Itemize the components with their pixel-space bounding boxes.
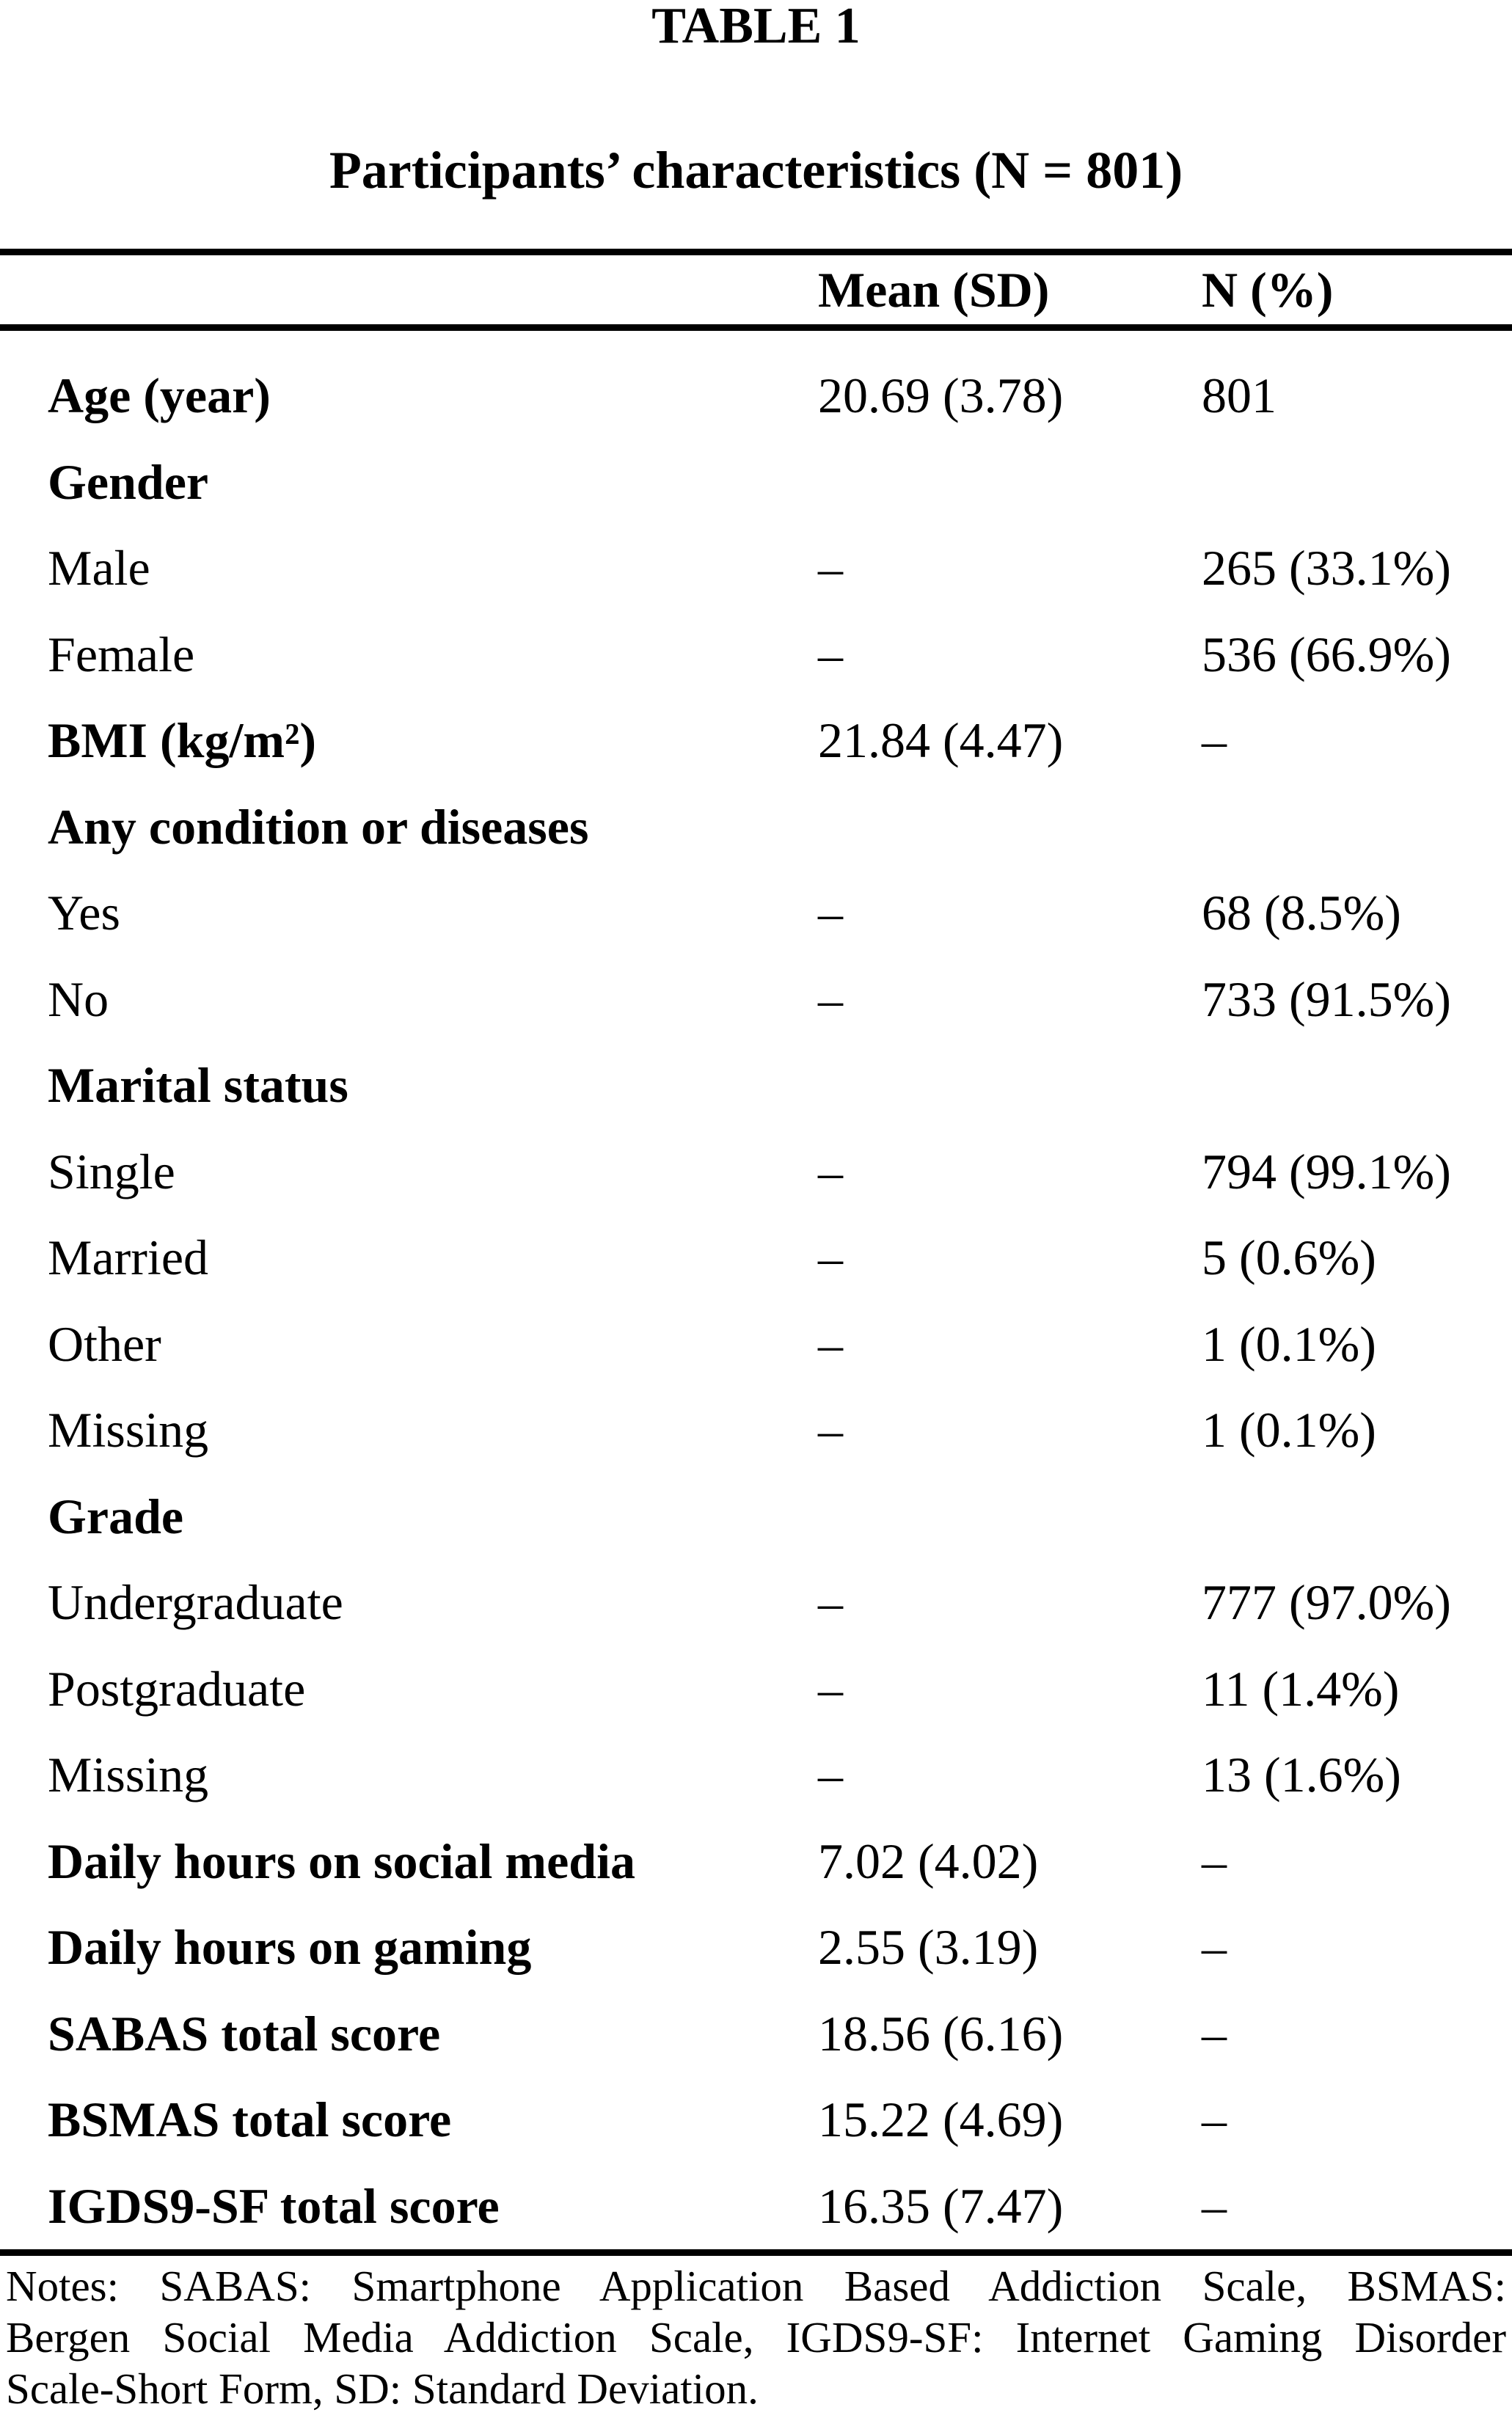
row-n-pct-value: 1 (0.1%): [1202, 1315, 1376, 1372]
row-label: Female: [48, 626, 195, 682]
row-label: Missing: [48, 1402, 209, 1458]
table-row: [0, 1904, 1512, 1991]
row-mean-sd-value: –: [818, 540, 843, 596]
row-label: Grade: [48, 1488, 184, 1544]
row-mean-sd-value: –: [818, 626, 843, 682]
row-label: BMI (kg/m²): [48, 712, 317, 769]
row-mean-sd-value: 15.22 (4.69): [818, 2092, 1064, 2148]
notes-line: Bergen Social Media Addiction Scale, IGDS9-SF: Internet Gaming Disorder: [6, 2313, 1506, 2362]
table-bottom-rule: [0, 2249, 1512, 2256]
table-row: [0, 957, 1512, 1043]
header-n-pct: N (%): [1202, 261, 1334, 318]
row-label: BSMAS total score: [48, 2092, 452, 2148]
table-title: Participants’ characteristics (N = 801): [329, 141, 1183, 200]
row-mean-sd-value: –: [818, 885, 843, 941]
table-row: [0, 1991, 1512, 2078]
table-row: [0, 870, 1512, 957]
table-row: [0, 784, 1512, 871]
row-mean-sd-value: 18.56 (6.16): [818, 2005, 1064, 2061]
row-mean-sd-value: 16.35 (7.47): [818, 2177, 1064, 2234]
row-label: Married: [48, 1230, 209, 1286]
row-mean-sd-value: –: [818, 1660, 843, 1717]
table-row: [0, 1732, 1512, 1819]
row-n-pct-value: 13 (1.6%): [1202, 1747, 1401, 1803]
row-label: Other: [48, 1315, 161, 1372]
table-row: [0, 2163, 1512, 2250]
table-row: [0, 1129, 1512, 1216]
row-label: Undergraduate: [48, 1574, 343, 1631]
table-body: [0, 331, 1512, 2249]
row-n-pct-value: 1 (0.1%): [1202, 1402, 1376, 1458]
row-n-pct-value: 68 (8.5%): [1202, 885, 1401, 941]
table-row: [0, 612, 1512, 698]
row-mean-sd-value: –: [818, 971, 843, 1027]
table-header-rule: [0, 324, 1512, 331]
row-label: Marital status: [48, 1057, 348, 1114]
row-label: Age (year): [48, 368, 271, 424]
row-label: SABAS total score: [48, 2005, 441, 2061]
table-row: [0, 2077, 1512, 2163]
row-n-pct-value: 794 (99.1%): [1202, 1143, 1451, 1199]
row-label: Yes: [48, 885, 120, 941]
row-n-pct-value: –: [1202, 2177, 1227, 2234]
table-row: [0, 698, 1512, 784]
row-mean-sd-value: –: [818, 1143, 843, 1199]
row-n-pct-value: –: [1202, 2005, 1227, 2061]
table-row: [0, 1819, 1512, 1905]
row-n-pct-value: 777 (97.0%): [1202, 1574, 1451, 1631]
row-label: Daily hours on social media: [48, 1833, 635, 1889]
row-n-pct-value: 265 (33.1%): [1202, 540, 1451, 596]
row-n-pct-value: 11 (1.4%): [1202, 1660, 1400, 1717]
row-n-pct-value: 536 (66.9%): [1202, 626, 1451, 682]
row-label: IGDS9-SF total score: [48, 2177, 500, 2234]
table-row: [0, 1301, 1512, 1388]
row-n-pct-value: 5 (0.6%): [1202, 1230, 1376, 1286]
table-row: [0, 353, 1512, 439]
row-n-pct-value: –: [1202, 1833, 1227, 1889]
row-n-pct-value: –: [1202, 712, 1227, 769]
row-label: Missing: [48, 1747, 209, 1803]
row-label: Single: [48, 1143, 175, 1199]
row-n-pct-value: –: [1202, 2092, 1227, 2148]
row-label: Any condition or diseases: [48, 798, 589, 855]
row-label: Postgraduate: [48, 1660, 306, 1717]
header-mean-sd: Mean (SD): [818, 261, 1050, 318]
row-label: Male: [48, 540, 150, 596]
row-mean-sd-value: –: [818, 1230, 843, 1286]
row-mean-sd-value: 2.55 (3.19): [818, 1919, 1039, 1976]
row-mean-sd-value: –: [818, 1574, 843, 1631]
row-mean-sd-value: 7.02 (4.02): [818, 1833, 1039, 1889]
notes-line: Notes: SABAS: Smartphone Application Based Addiction Scale, BSMAS:: [6, 2262, 1506, 2310]
row-n-pct-value: 733 (91.5%): [1202, 971, 1451, 1027]
row-label: No: [48, 971, 109, 1027]
table-row: [0, 1474, 1512, 1560]
table-row: [0, 1215, 1512, 1301]
table-top-rule: [0, 249, 1512, 255]
row-mean-sd-value: 21.84 (4.47): [818, 712, 1064, 769]
table-row: [0, 1387, 1512, 1474]
row-mean-sd-value: –: [818, 1402, 843, 1458]
row-mean-sd-value: –: [818, 1747, 843, 1803]
row-n-pct-value: 801: [1202, 368, 1277, 424]
row-mean-sd-value: –: [818, 1315, 843, 1372]
row-label: Daily hours on gaming: [48, 1919, 532, 1976]
row-label: Gender: [48, 453, 209, 510]
table-row: [0, 525, 1512, 612]
table-number-label: TABLE 1: [651, 0, 861, 54]
table-notes: [0, 2256, 1512, 2414]
table-header-row: [0, 255, 1512, 324]
table-row: [0, 1646, 1512, 1733]
table-row: [0, 1042, 1512, 1129]
row-mean-sd-value: 20.69 (3.78): [818, 368, 1064, 424]
table-row: [0, 439, 1512, 526]
notes-line: Scale-Short Form, SD: Standard Deviation.: [6, 2364, 759, 2413]
table-row: [0, 1560, 1512, 1646]
row-n-pct-value: –: [1202, 1919, 1227, 1976]
